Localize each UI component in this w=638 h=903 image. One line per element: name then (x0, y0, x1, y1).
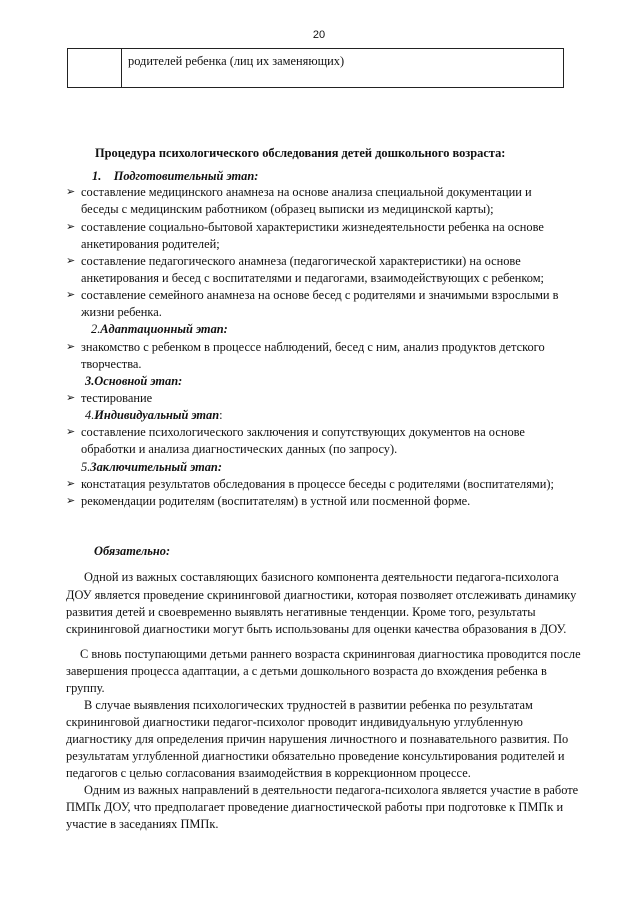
paragraph-line: результатам углубленной диагностики обязательно проведение консультирования родителей и (66, 749, 565, 763)
list-item-line: анкетирования родителей; (81, 237, 220, 251)
list-item-line: констатация результатов обследования в процессе беседы с родителями (воспитателями); (81, 477, 554, 491)
paragraph-line: педагогов с целью согласования взаимодействия в коррекционном процессе. (66, 766, 471, 780)
paragraph-line: участие в заседаниях ПМПк. (66, 817, 219, 831)
list-item-line: составление медицинского анамнеза на основе анализа специальной документации и (81, 185, 532, 199)
paragraph-line: В случае выявления психологических трудностей в развитии ребенка по результатам (84, 698, 533, 712)
bullet-arrow-icon: ➢ (66, 477, 76, 490)
section-heading: Процедура психологического обследования детей дошкольного возраста: (95, 146, 506, 160)
list-item-line: беседы с медицинским работником (образец выписки из медицинской карты); (81, 202, 494, 216)
stage-5-title: Заключительный этап: (90, 460, 222, 474)
paragraph-line: диагностику для определения причин нарушения личностного и познавательного развития. По (66, 732, 569, 746)
list-item-line: знакомство с ребенком в процессе наблюдений, бесед с ним, анализ продуктов детского (81, 340, 545, 354)
stage-1-number: 1. (92, 169, 102, 183)
stage-2-number: 2. (91, 322, 101, 336)
stage-4-heading (85, 407, 223, 423)
bullet-arrow-icon: ➢ (66, 340, 76, 353)
paragraph-line: группу. (66, 681, 105, 695)
table-cell-divider (121, 49, 122, 87)
list-item-line: составление социально-бытовой характеристики жизнедеятельности ребенка на основе (81, 220, 544, 234)
stage-4-suffix: : (219, 408, 223, 422)
list-item-line: анкетирования и бесед с воспитателями и педагогами, взаимодействующих с ребенком; (81, 271, 544, 285)
page-number: 20 (312, 29, 326, 41)
stage-2-heading (91, 321, 228, 337)
paragraph-line: Одним из важных направлений в деятельности педагога-психолога является участие в работе (84, 783, 579, 797)
paragraph-line: С вновь поступающими детьми раннего возраста скрининговая диагностика проводится после (80, 647, 581, 661)
stage-3-title: Основной этап: (94, 374, 183, 388)
bullet-arrow-icon: ➢ (66, 288, 76, 301)
paragraph-line: ПМПк ДОУ, что предполагает проведение диагностической работы при подготовке к ПМПк и (66, 800, 564, 814)
paragraph-line: Одной из важных составляющих базисного компонента деятельности педагога-психолога (84, 570, 559, 584)
list-item-line: творчества. (81, 357, 142, 371)
stage-2-title: Адаптационный этап: (100, 322, 228, 336)
stage-4-number: 4. (85, 408, 95, 422)
bullet-arrow-icon: ➢ (66, 391, 76, 404)
paragraph-line: ДОУ является проведение скрининговой диагностики, которая позволяет отслеживать динамику (66, 588, 577, 602)
stage-5-heading (81, 459, 222, 475)
stage-3-heading (85, 373, 182, 389)
stage-4-title: Индивидуальный этап (94, 408, 220, 422)
bullet-arrow-icon: ➢ (66, 425, 76, 438)
bullet-arrow-icon: ➢ (66, 185, 76, 198)
list-item-line: жизни ребенка. (81, 305, 162, 319)
list-item-line: обработки и анализа диагностических данных (по запросу). (81, 442, 398, 456)
paragraph-line: скрининговой диагностики могут быть использованы для оценки качества образования в ДОУ. (66, 622, 567, 636)
list-item-line: составление педагогического анамнеза (педагогической характеристики) на основе (81, 254, 521, 268)
stage-3-number: 3. (85, 374, 95, 388)
list-item-line: тестирование (81, 391, 153, 405)
stage-1-title: Подготовительный этап: (113, 169, 259, 183)
table-cell-text: родителей ребенка (лиц их заменяющих) (128, 54, 345, 68)
mandatory-label: Обязательно: (94, 544, 171, 558)
top-table (67, 48, 564, 88)
stage-5-number: 5. (81, 460, 91, 474)
paragraph-line: скрининговой диагностики педагог-психолог проводит индивидуальную углубленную (66, 715, 523, 729)
bullet-arrow-icon: ➢ (66, 254, 76, 267)
bullet-arrow-icon: ➢ (66, 220, 76, 233)
list-item-line: рекомендации родителям (воспитателям) в устной или посменной форме. (81, 494, 471, 508)
paragraph-line: завершения процесса адаптации, а с детьми дошкольного возраста до вхождения ребенка в (66, 664, 547, 678)
stage-1-heading (92, 168, 258, 184)
bullet-arrow-icon: ➢ (66, 494, 76, 507)
list-item-line: составление семейного анамнеза на основе бесед с родителями и значимыми взрослыми в (81, 288, 559, 302)
list-item-line: составление психологического заключения и сопутствующих документов на основе (81, 425, 525, 439)
paragraph-line: развития детей и своевременно выявлять негативные тенденции. Кроме того, результаты (66, 605, 536, 619)
